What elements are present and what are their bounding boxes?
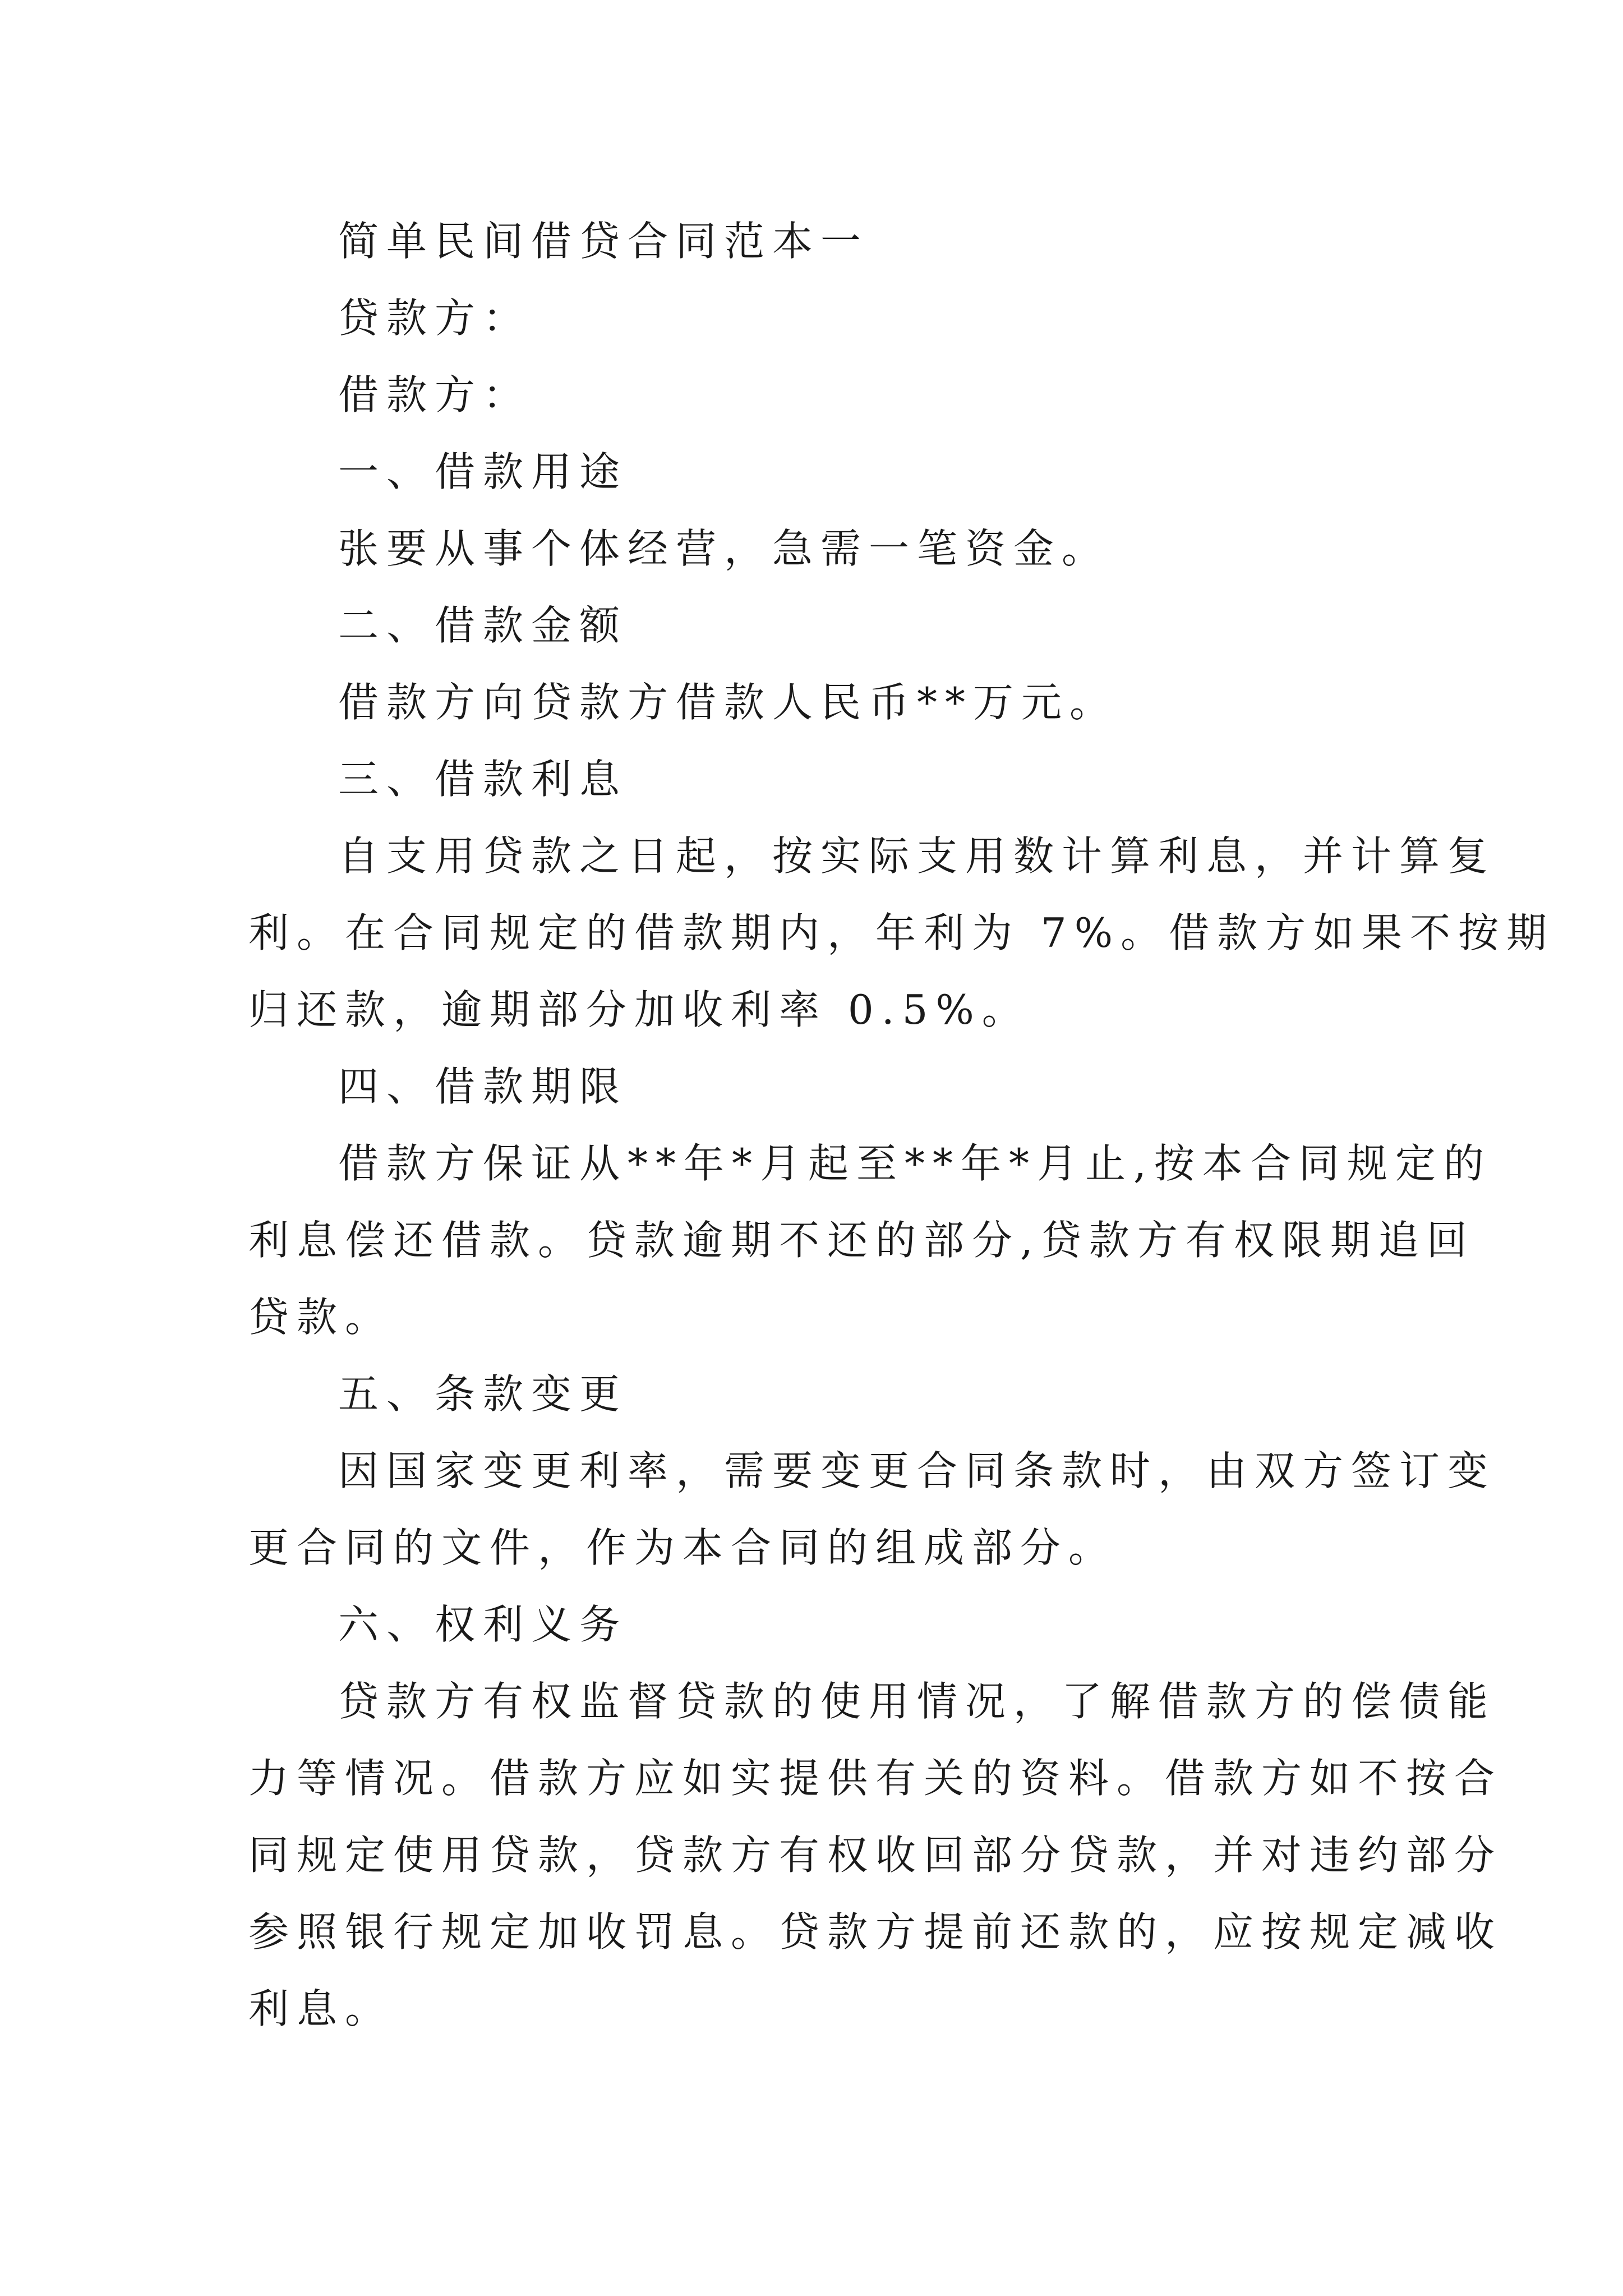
lender-label: 贷款方： bbox=[338, 295, 532, 342]
paragraph-line: 利息偿还借款。贷款逾期不还的部分,贷款方有权限期追回 bbox=[248, 1217, 1475, 1264]
paragraph-line: 归还款，逾期部分加收利率 0.5%。 bbox=[248, 986, 1030, 1033]
paragraph-line: 张要从事个体经营，急需一笔资金。 bbox=[338, 525, 1110, 572]
document-title: 简单民间借贷合同范本一 bbox=[338, 218, 869, 265]
paragraph-line: 因国家变更利率，需要变更合同条款时，由双方签订变 bbox=[338, 1447, 1496, 1494]
paragraph-line: 贷款。 bbox=[248, 1294, 394, 1341]
paragraph-line: 更合同的文件，作为本合同的组成部分。 bbox=[248, 1524, 1117, 1571]
borrower-label: 借款方： bbox=[338, 371, 532, 418]
paragraph-line: 同规定使用贷款，贷款方有权收回部分贷款，并对违约部分 bbox=[248, 1832, 1503, 1879]
paragraph-line: 借款方保证从**年*月起至**年*月止,按本合同规定的 bbox=[338, 1140, 1492, 1187]
paragraph-line: 力等情况。借款方应如实提供有关的资料。借款方如不按合 bbox=[248, 1755, 1503, 1802]
paragraph-line: 贷款方有权监督贷款的使用情况，了解借款方的偿债能 bbox=[338, 1678, 1496, 1725]
paragraph-line: 利息。 bbox=[248, 1985, 394, 2032]
section-heading-term: 四、借款期限 bbox=[338, 1063, 628, 1110]
paragraph-line: 自支用贷款之日起，按实际支用数计算利息，并计算复 bbox=[338, 832, 1496, 880]
paragraph-line: 借款方向贷款方借款人民币**万元。 bbox=[338, 679, 1118, 726]
section-heading-changes: 五、条款变更 bbox=[338, 1370, 628, 1418]
section-heading-rights: 六、权利义务 bbox=[338, 1601, 628, 1648]
paragraph-line: 参照银行规定加收罚息。贷款方提前还款的，应按规定减收 bbox=[248, 1908, 1503, 1955]
document-body bbox=[248, 203, 1555, 2047]
paragraph-line: 利。在合同规定的借款期内，年利为 7%。借款方如果不按期 bbox=[248, 909, 1555, 956]
section-heading-purpose: 一、借款用途 bbox=[338, 448, 628, 495]
section-heading-interest: 三、借款利息 bbox=[338, 756, 628, 803]
section-heading-amount: 二、借款金额 bbox=[338, 602, 628, 649]
